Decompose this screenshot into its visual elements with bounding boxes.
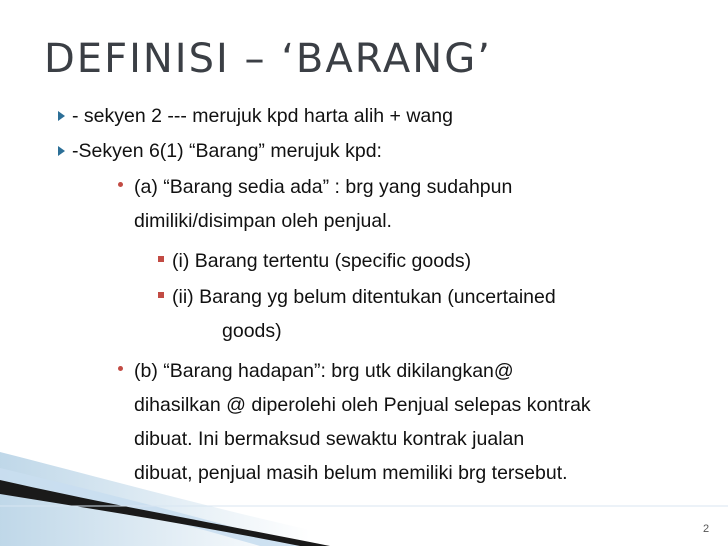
sub-bullet-text-cont: dihasilkan @ diperolehi oleh Penjual selepas kontrak — [134, 394, 591, 416]
sub-sub-bullet-text: (ii) Barang yg belum ditentukan (uncertained — [172, 286, 556, 308]
dot-bullet-icon — [118, 182, 123, 187]
sub-bullet-text-cont: dibuat, penjual masih belum memiliki brg tersebut. — [134, 462, 568, 484]
slide-title: DEFINISI – ‘BARANG’ — [44, 36, 492, 82]
bullet-text: - sekyen 2 --- merujuk kpd harta alih + wang — [72, 105, 453, 127]
sub-sub-bullet-text: (i) Barang tertentu (specific goods) — [172, 250, 472, 272]
square-bullet-icon — [158, 292, 164, 298]
sub-bullet-text-cont: dibuat. Ini bermaksud sewaktu kontrak jualan — [134, 428, 525, 450]
square-bullet-icon — [158, 256, 164, 262]
arrow-bullet-icon — [58, 111, 65, 121]
page-number: 2 — [703, 523, 710, 535]
sub-bullet-text: (a) “Barang sedia ada” : brg yang sudahpun — [134, 176, 513, 198]
sub-bullet-text: (b) “Barang hadapan”: brg utk dikilangkan@ — [134, 360, 514, 382]
dot-bullet-icon — [118, 366, 123, 371]
arrow-bullet-icon — [58, 146, 65, 156]
bullet-text: -Sekyen 6(1) “Barang” merujuk kpd: — [72, 140, 382, 162]
sub-sub-bullet-text-cont: goods) — [222, 320, 282, 342]
sub-bullet-text-cont: dimiliki/disimpan oleh penjual. — [134, 210, 392, 232]
